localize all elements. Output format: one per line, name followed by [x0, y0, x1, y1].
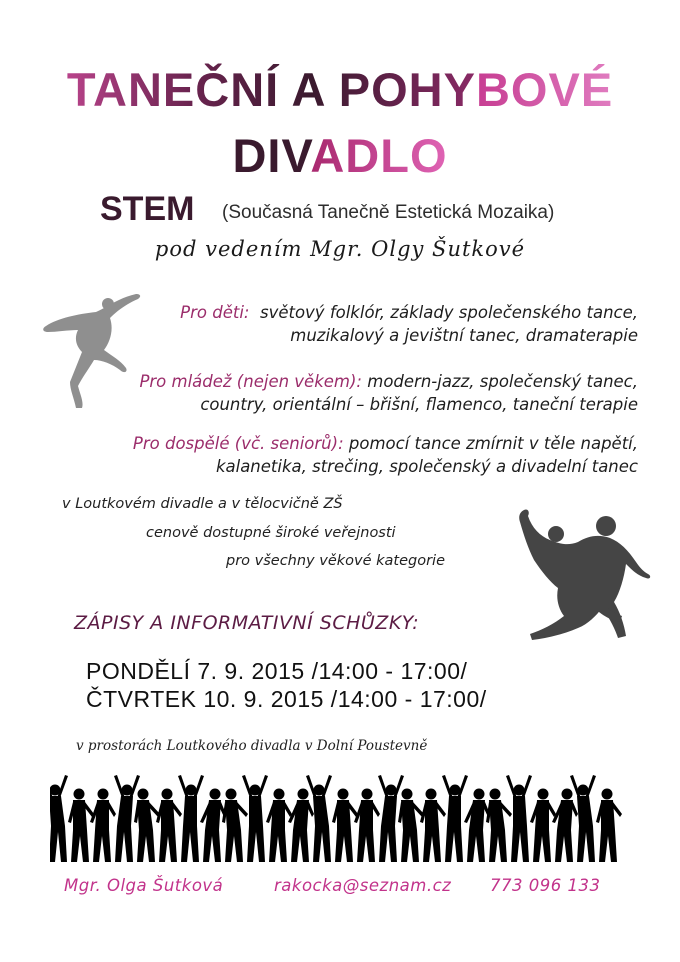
crowd-silhouette-icon: [50, 770, 630, 866]
crowd-figure: [306, 775, 332, 862]
date-monday: PONDĚLÍ 7. 9. 2015 /14:00 - 17:00/: [86, 658, 468, 684]
venue-line-2: cenově dostupné široké veřejnosti: [146, 525, 396, 541]
program-youth-line1: modern-jazz, společenský tanec,: [367, 372, 638, 391]
dancer-silhouette-icon: [38, 290, 148, 410]
crowd-figure: [156, 789, 182, 863]
crowd-figure: [90, 789, 116, 863]
crowd-figure: [222, 789, 248, 863]
crowd-figure: [570, 775, 596, 862]
leader-line: pod vedením Mgr. Olgy Šutkové: [154, 237, 526, 261]
program-kids: [180, 301, 638, 347]
stem-full-name: (Současná Tanečně Estetická Mozaika): [222, 202, 555, 223]
program-kids-label: Pro děti:: [180, 303, 250, 322]
crowd-figure: [398, 789, 424, 863]
venue-line-3: pro všechny věkové kategorie: [226, 553, 446, 569]
crowd-figure: [134, 789, 160, 863]
crowd-figure: [178, 775, 204, 862]
title-line-2: [0, 128, 680, 184]
footer-name: Mgr. Olga Šutková: [64, 876, 224, 895]
crowd-figure: [464, 789, 490, 863]
program-adults-line1: pomocí tance zmírnit v těle napětí,: [348, 434, 638, 453]
title-part-light: BOVÉ: [475, 63, 614, 116]
venue-line-1: v Loutkovém divadle a v tělocvičně ZŠ: [62, 496, 343, 512]
crowd-figure: [596, 789, 622, 863]
title-part-dark: TANEČNÍ A POHY: [66, 63, 476, 116]
program-adults-line2: kalanetika, strečing, společenský a divadelní tanec: [215, 457, 638, 476]
crowd-figure: [552, 789, 578, 863]
crowd-figure: [242, 775, 268, 862]
program-kids-line2: muzikalový a jevištní tanec, dramaterapie: [290, 326, 638, 345]
crowd-figure: [200, 789, 226, 863]
couple-dance-silhouette-icon: [498, 500, 658, 650]
place-note: v prostorách Loutkového divadla v Dolní Poustevně: [76, 738, 428, 754]
title-part-dark-2: DIV: [232, 129, 311, 182]
title-part-light-2: ADLO: [310, 129, 448, 182]
crowd-figure: [506, 775, 532, 862]
crowd-figure: [288, 789, 314, 863]
crowd-figure: [266, 789, 292, 863]
crowd-figure: [530, 789, 556, 863]
date-thursday: ČTVRTEK 10. 9. 2015 /14:00 - 17:00/: [86, 686, 487, 712]
program-adults-label: Pro dospělé (vč. seniorů):: [132, 434, 344, 453]
program-youth-label: Pro mládež (nejen věkem):: [139, 372, 362, 391]
program-youth: [139, 370, 638, 416]
crowd-figure: [68, 789, 94, 863]
title-line-1: [0, 62, 680, 118]
program-kids-line1: světový folklór, základy společenského tance,: [259, 303, 638, 322]
crowd-figure: [50, 775, 68, 862]
crowd-figure: [420, 789, 446, 863]
crowd-figure: [486, 789, 512, 863]
program-youth-line2: country, orientální – břišní, flamenco, taneční terapie: [200, 395, 638, 414]
stem-heading: STEM: [100, 190, 195, 228]
registration-heading: ZÁPISY A INFORMATIVNÍ SCHŮZKY:: [74, 612, 420, 634]
program-adults: [133, 432, 638, 478]
crowd-figure: [354, 789, 380, 863]
crowd-figure: [442, 775, 468, 862]
footer-email: rakocka@seznam.cz: [274, 876, 452, 895]
footer-phone: 773 096 133: [490, 876, 601, 895]
crowd-figure: [332, 789, 358, 863]
